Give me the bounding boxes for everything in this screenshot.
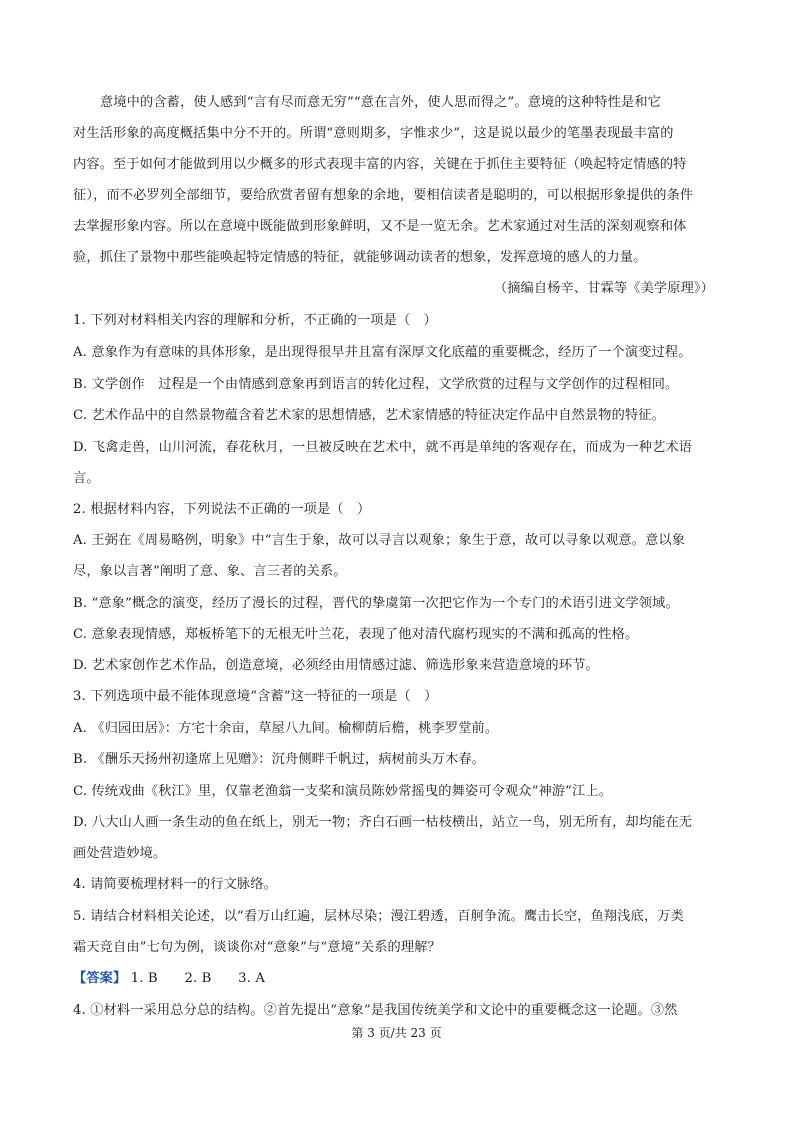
option-d: D. 艺术家创作艺术作品，创造意境，必须经由用情感过滤、筛选形象来营造意境的环节。 (73, 658, 599, 673)
option-a-cont: 尽，象以言著”阐明了意、象、言三者的关系。 (73, 564, 347, 579)
option-a: A. 王弼在《周易略例，明象》中“言生于象，故可以寻言以观象；象生于意，故可以寻象以观意。意以象 (73, 533, 686, 548)
paragraph-line: 意境中的含蓄，使人感到“言有尽而意无穷”“意在言外，使人思而得之”。意境的这种特性是和它 (100, 95, 662, 110)
page-number-footer: 第 3 页/共 23 页 (351, 1026, 442, 1040)
option-d-cont: 言。 (73, 471, 100, 486)
question-2: 2. 根据材料内容，下列说法不正确的一项是（ ） (73, 502, 371, 517)
option-d: D. 飞禽走兽，山川河流，春花秋月，一旦被反映在艺术中，就不再是单纯的客观存在，而成为一种艺术语 (73, 440, 693, 455)
option-b: B. 文学创作 过程是一个由情感到意象再到语言的转化过程，文学欣赏的过程与文学创作的过程相同。 (73, 377, 679, 392)
option-b: B. 《酬乐天扬州初逢席上见赠》：沉舟侧畔千帆过，病树前头万木春。 (73, 752, 486, 767)
answer-explanation: 4. ①材料一采用总分总的结构。②首先提出“意象”是我国传统美学和文论中的重要概念这一论题。③然 (73, 1003, 678, 1018)
option-d: D. 八大山人画一条生动的鱼在纸上，别无一物；齐白石画一枯枝横出，站立一鸟，别无所有，却均能在无 (73, 815, 693, 830)
paragraph-line: 对生活形象的高度概括集中分不开的。所谓“意则期多，字惟求少”，这是说以最少的笔墨表现最丰富的 (73, 126, 674, 141)
question-5: 5. 请结合材料相关论述，以“看万山红遍，层林尽染；漫江碧透，百舸争流。鹰击长空，鱼翔浅底，万类 (73, 909, 684, 924)
question-1: 1. 下列对材料相关内容的理解和分析，不正确的一项是（ ） (73, 313, 437, 328)
source-citation: （摘编自杨辛、甘霖等《美学原理》） (493, 281, 714, 296)
answer-text: 1. B 2. B 3. A (130, 971, 266, 986)
option-a: A. 意象作为有意味的具体形象，是出现得很早并且富有深厚文化底蕴的重要概念，经历了一个演变过程。 (73, 345, 692, 360)
question-3: 3. 下列选项中最不能体现意境“含蓄”这一特征的一项是（ ） (73, 689, 438, 704)
answer-tag: 【答案】 (73, 971, 127, 986)
option-a: A. 《归园田居》：方宅十余亩，草屋八九间。榆柳荫后檐，桃李罗堂前。 (73, 721, 499, 736)
paragraph-line: 征），而不必罗列全部细节，要给欣赏者留有想象的余地，要相信读者是聪明的，可以根据形象提供的条件 (73, 188, 694, 203)
paragraph-line: 内容。至于如何才能做到用以少概多的形式表现丰富的内容，关键在于抓住主要特征（唤起特定情感的特 (73, 157, 687, 172)
paragraph-line: 去掌握形象内容。所以在意境中既能做到形象鲜明，又不是一览无余。艺术家通过对生活的深刻观察和体 (73, 219, 687, 234)
question-5-cont: 霜天竞自由”七句为例，谈谈你对“意象”与“意境”关系的理解？ (73, 940, 441, 955)
option-d-cont: 画处营造妙境。 (73, 846, 167, 861)
answer-line (73, 968, 733, 990)
option-c: C. 艺术作品中的自然景物蕴含着艺术家的思想情感，艺术家情感的特征决定作品中自然景物的特征。 (73, 408, 665, 423)
option-c: C. 传统戏曲《秋江》里，仅靠老渔翁一支桨和演员陈妙常摇曳的舞姿可令观众“神游”江上。 (73, 784, 613, 799)
question-4: 4. 请简要梳理材料一的行文脉络。 (73, 877, 277, 892)
option-b: B. “意象”概念的演变，经历了漫长的过程，晋代的挚虞第一次把它作为一个专门的术语引进文学领域。 (73, 596, 679, 611)
paragraph-line: 验，抓住了景物中那些能唤起特定情感的特征，就能够调动读者的想象，发挥意境的感人的力量。 (73, 250, 647, 265)
option-c: C. 意象表现情感，郑板桥笔下的无根无叶兰花，表现了他对清代腐朽现实的不满和孤高的性格。 (73, 627, 639, 642)
